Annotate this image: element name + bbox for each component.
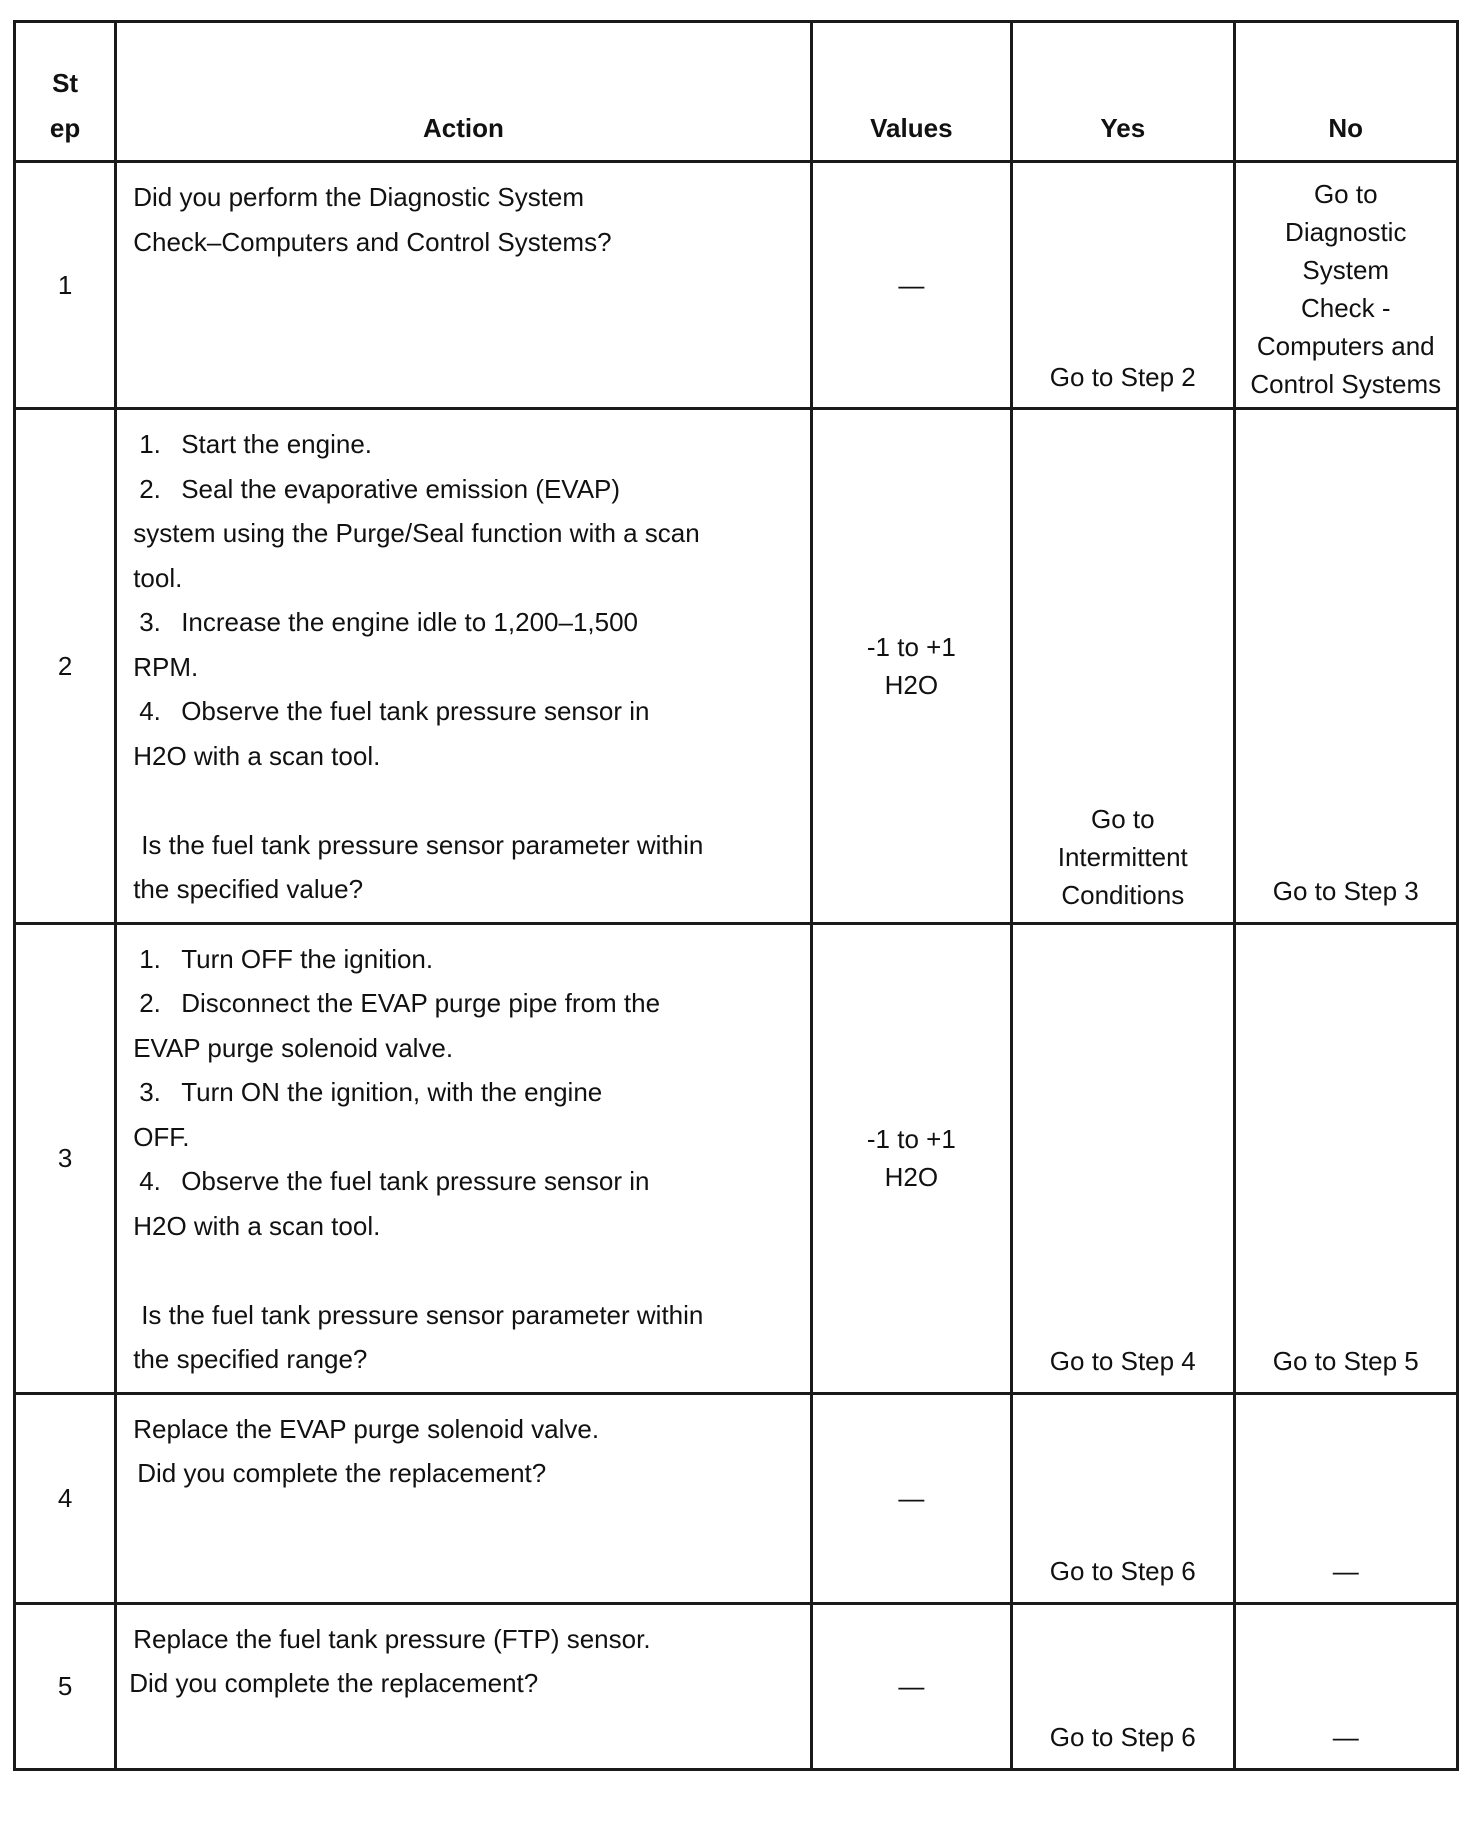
question-line: Is the fuel tank pressure sensor parameter within xyxy=(141,829,704,860)
yes-cell xyxy=(1012,1603,1234,1769)
yes-cell xyxy=(1012,409,1234,924)
yes-outcome: Go to Step 4 xyxy=(1049,1346,1196,1376)
item-number: 2. xyxy=(139,988,161,1018)
values-cell xyxy=(811,409,1011,924)
action-item-text: Observe the fuel tank pressure sensor in xyxy=(181,696,650,726)
yes-outcome-line: Go to xyxy=(1090,803,1155,834)
action-line: Did you complete the replacement? xyxy=(129,1668,539,1698)
values-line: -1 to +1 xyxy=(866,631,956,662)
no-cell xyxy=(1234,923,1458,1393)
table-row xyxy=(15,162,1458,409)
no-outcome-line: Control Systems xyxy=(1250,369,1442,399)
values-line: H2O xyxy=(884,1162,939,1192)
question-line: the specified range? xyxy=(133,1344,368,1374)
yes-outcome-line: Conditions xyxy=(1061,879,1185,910)
action-cell xyxy=(116,1603,811,1769)
values-line: H2O xyxy=(884,669,939,700)
yes-outcome: Go to Step 6 xyxy=(1049,1556,1196,1586)
no-outcome-line: Diagnostic xyxy=(1285,217,1407,247)
action-item-text: Turn OFF the ignition. xyxy=(181,943,434,974)
no-outcome: — xyxy=(1332,1556,1359,1586)
step-number: 5 xyxy=(15,1603,116,1769)
action-line: Did you perform the Diagnostic System xyxy=(133,182,585,212)
no-outcome-line: Check - xyxy=(1300,293,1391,323)
header-step xyxy=(15,22,116,162)
action-line: OFF. xyxy=(133,1121,190,1152)
action-line: EVAP purge solenoid valve. xyxy=(133,1032,454,1063)
header-no: No xyxy=(1234,22,1458,162)
yes-outcome-line: Intermittent xyxy=(1057,841,1188,872)
action-line: Check–Computers and Control Systems? xyxy=(133,226,612,257)
action-line: Replace the EVAP purge solenoid valve. xyxy=(133,1413,600,1444)
table-row xyxy=(15,1603,1458,1769)
action-cell xyxy=(116,1393,811,1603)
item-number: 2. xyxy=(139,473,161,504)
no-cell xyxy=(1234,409,1458,924)
header-step-line1: St xyxy=(52,68,79,98)
item-number: 4. xyxy=(139,696,161,726)
action-line: tool. xyxy=(133,562,183,593)
no-cell xyxy=(1234,162,1458,409)
action-line: system using the Purge/Seal function with a scan xyxy=(133,518,700,548)
diagnostic-table xyxy=(13,20,1459,1771)
no-outcome-line: Computers and xyxy=(1256,331,1435,361)
step-number: 3 xyxy=(15,923,116,1393)
action-line: Did you complete the replacement? xyxy=(137,1458,547,1488)
values-cell xyxy=(811,923,1011,1393)
action-item-text: Turn ON the ignition, with the engine xyxy=(181,1077,603,1107)
item-number: 3. xyxy=(139,1077,161,1107)
header-action: Action xyxy=(116,22,811,162)
step-number: 2 xyxy=(15,409,116,924)
table-row xyxy=(15,409,1458,924)
values-cell: — xyxy=(811,1603,1011,1769)
action-line: H2O with a scan tool. xyxy=(133,740,381,771)
item-number: 4. xyxy=(139,1166,161,1196)
no-outcome-line: Go to xyxy=(1313,179,1378,209)
question-line: Is the fuel tank pressure sensor parameter within xyxy=(141,1299,704,1330)
step-number: 1 xyxy=(15,162,116,409)
action-item-text: Disconnect the EVAP purge pipe from the xyxy=(181,988,661,1018)
action-item-text: Observe the fuel tank pressure sensor in xyxy=(181,1166,650,1196)
yes-cell xyxy=(1012,1393,1234,1603)
question-line: the specified value? xyxy=(133,874,364,904)
header-values: Values xyxy=(811,22,1011,162)
yes-cell xyxy=(1012,162,1234,409)
no-outcome: — xyxy=(1332,1722,1359,1752)
action-item-text: Seal the evaporative emission (EVAP) xyxy=(181,473,621,504)
header-yes: Yes xyxy=(1012,22,1234,162)
yes-cell xyxy=(1012,923,1234,1393)
yes-outcome: Go to Step 6 xyxy=(1049,1722,1196,1752)
action-line: H2O with a scan tool. xyxy=(133,1210,381,1241)
item-number: 3. xyxy=(139,607,161,637)
no-outcome: Go to Step 5 xyxy=(1272,1346,1419,1376)
action-line: Replace the fuel tank pressure (FTP) sensor. xyxy=(133,1623,651,1654)
item-number: 1. xyxy=(139,429,161,459)
yes-outcome: Go to Step 2 xyxy=(1049,361,1196,392)
no-outcome: Go to Step 3 xyxy=(1272,876,1419,906)
table-row xyxy=(15,1393,1458,1603)
values-cell: — xyxy=(811,1393,1011,1603)
item-number: 1. xyxy=(139,943,161,974)
action-item-text: Start the engine. xyxy=(181,429,373,459)
action-item-text: Increase the engine idle to 1,200–1,500 xyxy=(181,607,639,637)
no-outcome-line: System xyxy=(1302,255,1390,285)
no-cell xyxy=(1234,1393,1458,1603)
no-cell xyxy=(1234,1603,1458,1769)
action-cell xyxy=(116,409,811,924)
header-row xyxy=(15,22,1458,162)
header-step-line2: ep xyxy=(49,112,81,143)
table-row xyxy=(15,923,1458,1393)
action-cell xyxy=(116,923,811,1393)
action-cell xyxy=(116,162,811,409)
step-number: 4 xyxy=(15,1393,116,1603)
values-line: -1 to +1 xyxy=(866,1124,956,1154)
action-line: RPM. xyxy=(133,651,199,682)
values-cell: — xyxy=(811,162,1011,409)
